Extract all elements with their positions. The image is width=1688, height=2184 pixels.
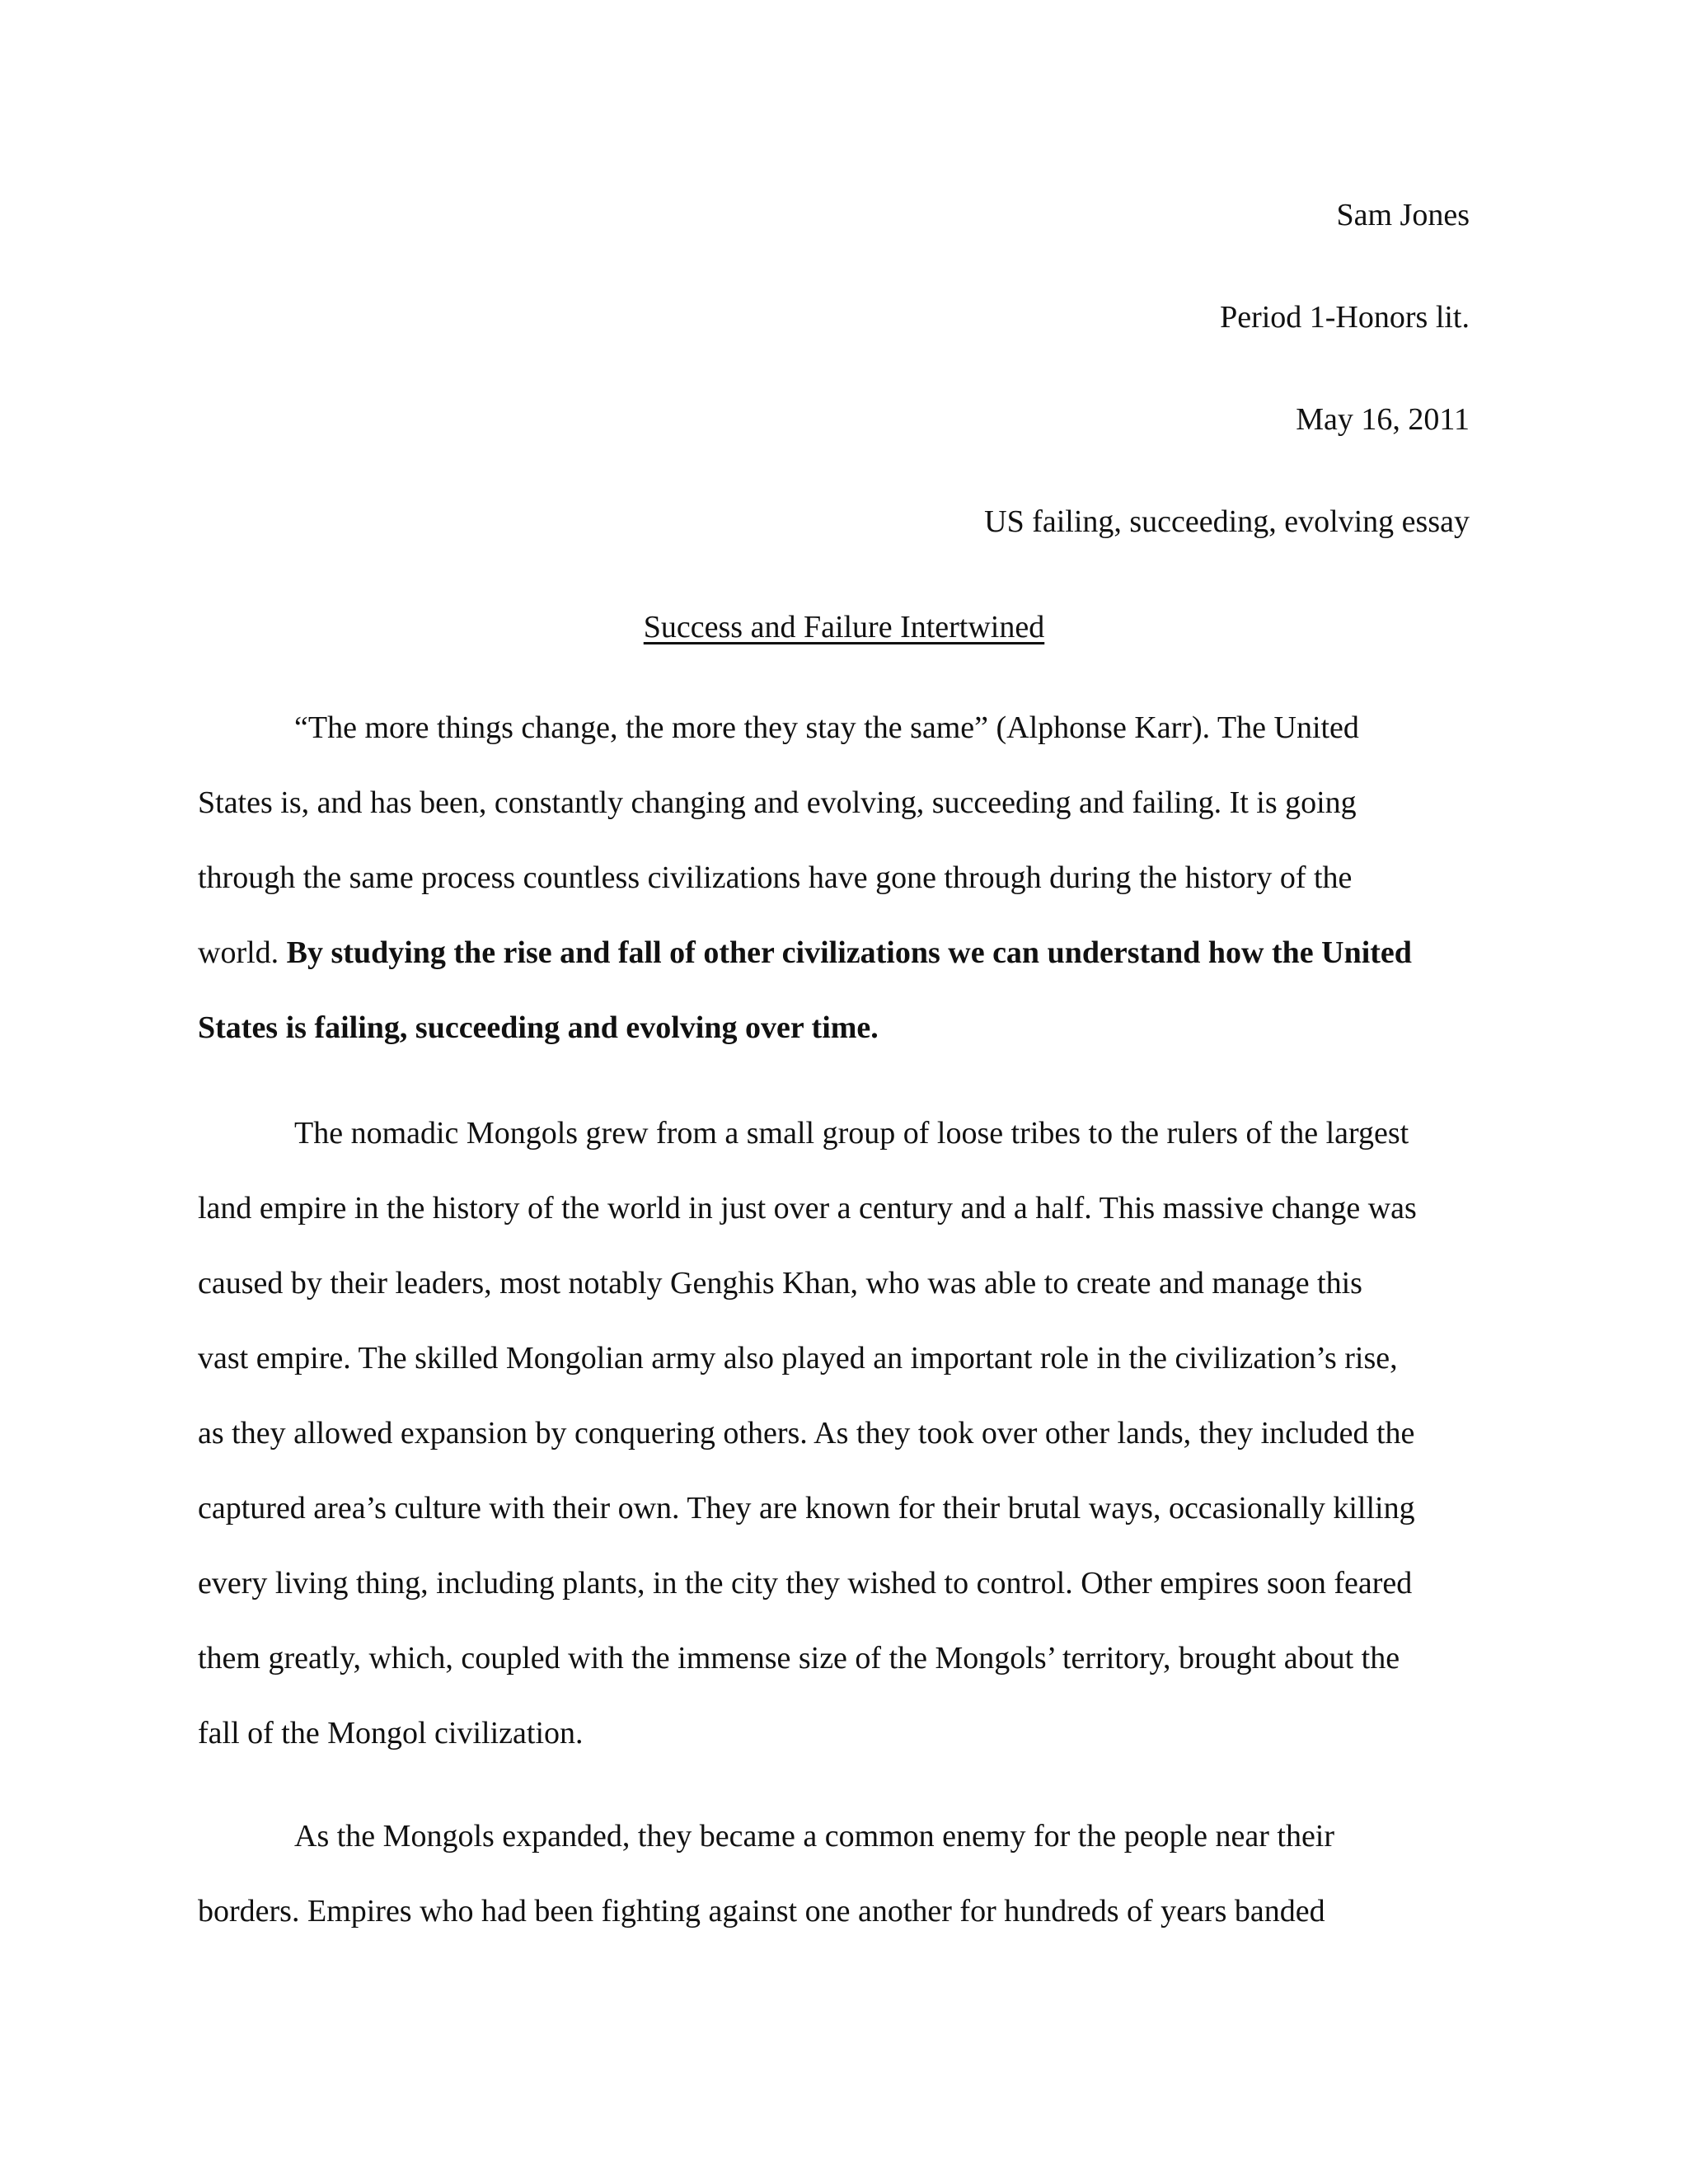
thesis-statement-part-2: States is failing, succeeding and evolving over time. xyxy=(198,1010,879,1045)
paragraph-2-line-1: The nomadic Mongols grew from a small group of loose tribes to the rulers of the largest xyxy=(294,1116,1409,1151)
paragraph-1-line-3: through the same process countless civilizations have gone through during the history of the xyxy=(198,860,1353,895)
paragraph-3-line-1: As the Mongols expanded, they became a common enemy for the people near their xyxy=(294,1819,1335,1854)
paragraph-2-line-2: land empire in the history of the world in just over a century and a half. This massive change was xyxy=(198,1191,1417,1226)
paragraph-1-line-2: States is, and has been, constantly changing and evolving, succeeding and failing. It is going xyxy=(198,785,1357,820)
author-name: Sam Jones xyxy=(1336,198,1470,232)
paragraph-1-line-4-text: world. xyxy=(198,935,287,970)
paragraph-2-line-3: caused by their leaders, most notably Genghis Khan, who was able to create and manage this xyxy=(198,1266,1362,1301)
paragraph-2-line-4: vast empire. The skilled Mongolian army also played an important role in the civilization’s rise, xyxy=(198,1341,1398,1376)
paragraph-2-line-6: captured area’s culture with their own. They are known for their brutal ways, occasionally killing xyxy=(198,1491,1415,1526)
paragraph-2-line-8: them greatly, which, coupled with the immense size of the Mongols’ territory, brought about the xyxy=(198,1641,1400,1675)
date: May 16, 2011 xyxy=(1296,402,1470,437)
paragraph-2-line-7: every living thing, including plants, in the city they wished to control. Other empires soon feared xyxy=(198,1566,1413,1601)
class-period: Period 1-Honors lit. xyxy=(1220,300,1470,335)
essay-title: Success and Failure Intertwined xyxy=(643,610,1045,644)
paragraph-2-line-9: fall of the Mongol civilization. xyxy=(198,1716,584,1750)
paragraph-2-line-5: as they allowed expansion by conquering others. As they took over other lands, they included the xyxy=(198,1416,1415,1451)
paragraph-3-line-2: borders. Empires who had been fighting against one another for hundreds of years banded xyxy=(198,1894,1325,1929)
assignment-name: US failing, succeeding, evolving essay xyxy=(984,504,1470,539)
thesis-statement-part-1: By studying the rise and fall of other civilizations we can understand how the United xyxy=(286,935,1412,970)
paragraph-1-line-4 xyxy=(198,932,1412,973)
paragraph-1-line-1: “The more things change, the more they stay the same” (Alphonse Karr). The United xyxy=(294,710,1359,745)
